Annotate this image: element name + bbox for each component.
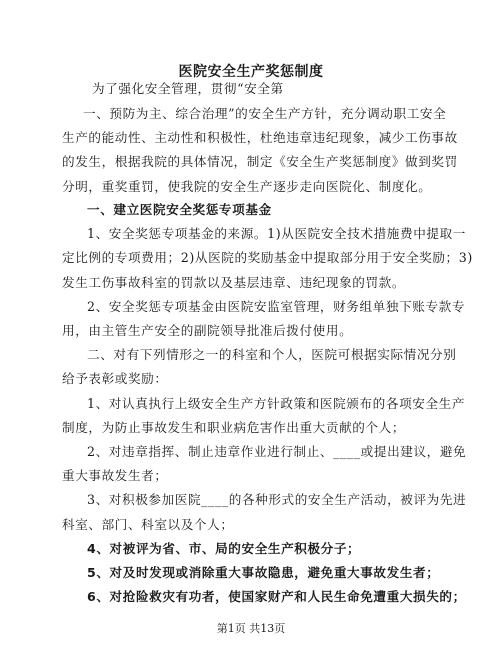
- paragraph-line: 重大事故发生者；: [62, 468, 168, 483]
- paragraph-line: 给予表彰或奖励：: [62, 371, 168, 386]
- bold-list-item: 4、对被评为省、市、局的安全生产积极分子；: [87, 541, 361, 556]
- paragraph-line: 制度，为防止事故发生和职业病危害作出重大贡献的个人；: [62, 420, 406, 435]
- paragraph-line: 3、对积极参加医院____的各种形式的安全生产活动，被评为先进: [87, 492, 467, 507]
- bold-list-item: 6、对抢险救灾有功者，使国家财产和人民生命免遭重大损失的；: [87, 589, 466, 604]
- page-number-footer: 第1页 共13页: [216, 622, 286, 635]
- paragraph-line: 科室、部门、科室以及个人；: [62, 517, 234, 532]
- paragraph-line: 1、安全奖惩专项基金的来源。1)从医院安全技术措施费中提取一: [87, 226, 466, 241]
- paragraph-line: 的发生，根据我院的具体情况，制定《安全生产奖惩制度》做到奖罚: [62, 154, 458, 169]
- paragraph-line: 2、安全奖惩专项基金由医院安监室管理，财务组单独下账专款专: [87, 299, 466, 314]
- paragraph-line: 发生工伤事故科室的罚款以及基层违章、违纪现象的罚款。: [62, 275, 406, 290]
- paragraph-line: 1、对认真执行上级安全生产方针政策和医院颁布的各项安全生产: [87, 396, 466, 411]
- section-heading: 一、建立医院安全奖惩专项基金: [87, 202, 272, 217]
- bold-list-item: 5、对及时发现或消除重大事故隐患，避免重大事故发生者；: [87, 565, 440, 580]
- paragraph-line: 2、对违章指挥、制止违章作业进行制止、____或提出建议，避免: [87, 444, 467, 459]
- document-title: 医院安全生产奖惩制度: [178, 64, 324, 80]
- paragraph-line: 一、预防为主、综合治理”的安全生产方针，充分调动职工安全: [83, 106, 447, 121]
- paragraph-line: 为了强化安全管理，贯彻“安全第: [92, 81, 284, 96]
- paragraph-line: 定比例的专项费用；2)从医院的奖励基金中提取部分用于安全奖励；3): [62, 250, 473, 265]
- paragraph-line: 生产的能动性、主动性和积极性，杜绝违章违纪现象，减少工伤事故: [62, 130, 458, 145]
- paragraph-line: 用，由主管生产安全的副院领导批准后拨付使用。: [62, 323, 353, 338]
- paragraph-line: 二、对有下列情形之一的科室和个人，医院可根据实际情况分别: [87, 347, 457, 362]
- paragraph-line: 分明，重奖重罚，使我院的安全生产逐步走向医院化、制度化。: [62, 179, 432, 194]
